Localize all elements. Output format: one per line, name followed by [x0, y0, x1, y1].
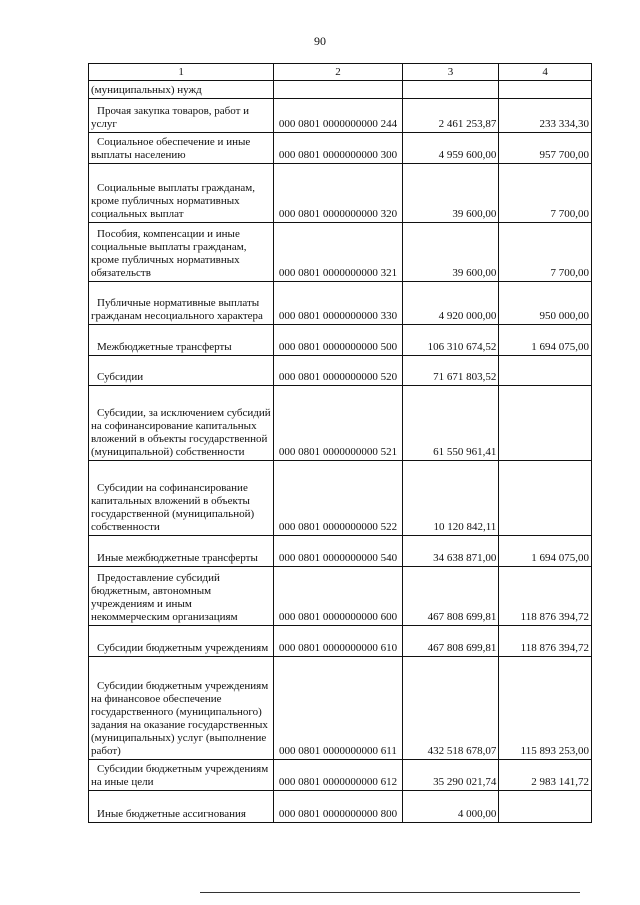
row-code-cell: 000 0801 0000000000 800 [274, 791, 402, 823]
row-amount-alt-cell [499, 356, 592, 386]
table-body [89, 81, 592, 823]
table-row [89, 657, 592, 760]
row-name-cell: Публичные нормативные выплаты гражданам несоциального характера [89, 282, 274, 325]
row-amount-alt-cell [499, 791, 592, 823]
row-amount-cell: 71 671 803,52 [402, 356, 499, 386]
table-row [89, 356, 592, 386]
row-amount-alt-cell: 118 876 394,72 [499, 567, 592, 626]
row-name-cell: Субсидии на софинансирование капитальных вложений в объекты государственной (муниципальной) собственности [89, 461, 274, 536]
table-header-row [89, 64, 592, 81]
row-name-cell: (муниципальных) нужд [89, 81, 274, 99]
row-code-cell: 000 0801 0000000000 520 [274, 356, 402, 386]
row-amount-alt-cell: 950 000,00 [499, 282, 592, 325]
row-amount-cell: 39 600,00 [402, 164, 499, 223]
row-amount-cell: 4 959 600,00 [402, 133, 499, 164]
page-number: 90 [314, 34, 326, 48]
table-row [89, 626, 592, 657]
row-amount-cell [402, 81, 499, 99]
row-code-cell: 000 0801 0000000000 320 [274, 164, 402, 223]
row-name-cell: Прочая закупка товаров, работ и услуг [89, 99, 274, 133]
row-name-cell: Субсидии бюджетным учреждениям [89, 626, 274, 657]
row-amount-alt-cell [499, 81, 592, 99]
row-amount-alt-cell: 2 983 141,72 [499, 760, 592, 791]
footer-rule [200, 892, 580, 893]
row-name-cell: Пособия, компенсации и иные социальные выплаты гражданам, кроме публичных нормативных обязательств [89, 223, 274, 282]
row-code-cell: 000 0801 0000000000 244 [274, 99, 402, 133]
row-amount-cell: 35 290 021,74 [402, 760, 499, 791]
row-name-cell: Иные бюджетные ассигнования [89, 791, 274, 823]
row-name-cell: Субсидии [89, 356, 274, 386]
table-row [89, 223, 592, 282]
row-amount-cell: 4 000,00 [402, 791, 499, 823]
row-amount-alt-cell [499, 461, 592, 536]
row-code-cell: 000 0801 0000000000 522 [274, 461, 402, 536]
row-amount-alt-cell: 118 876 394,72 [499, 626, 592, 657]
row-name-cell: Субсидии бюджетным учреждениям на финансовое обеспечение государственного (муниципального) задания на оказание государственных (муниципальных) услуг (выполнение работ) [89, 657, 274, 760]
table-row [89, 567, 592, 626]
row-amount-alt-cell: 7 700,00 [499, 223, 592, 282]
row-name-cell: Межбюджетные трансферты [89, 325, 274, 356]
row-name-cell: Социальные выплаты гражданам, кроме публичных нормативных социальных выплат [89, 164, 274, 223]
budget-table [88, 63, 592, 823]
row-amount-cell: 467 808 699,81 [402, 626, 499, 657]
row-amount-cell: 39 600,00 [402, 223, 499, 282]
row-amount-cell: 10 120 842,11 [402, 461, 499, 536]
row-amount-cell: 432 518 678,07 [402, 657, 499, 760]
row-name-cell: Социальное обеспечение и иные выплаты населению [89, 133, 274, 164]
table-row [89, 536, 592, 567]
row-code-cell: 000 0801 0000000000 610 [274, 626, 402, 657]
row-name-cell: Предоставление субсидий бюджетным, автономным учреждениям и иным некоммерческим организациям [89, 567, 274, 626]
row-amount-cell: 34 638 871,00 [402, 536, 499, 567]
column-header-3: 3 [402, 64, 499, 81]
row-amount-cell: 106 310 674,52 [402, 325, 499, 356]
row-amount-cell: 4 920 000,00 [402, 282, 499, 325]
row-amount-alt-cell [499, 386, 592, 461]
table-row [89, 386, 592, 461]
column-header-1: 1 [89, 64, 274, 81]
row-amount-alt-cell: 115 893 253,00 [499, 657, 592, 760]
row-name-cell: Иные межбюджетные трансферты [89, 536, 274, 567]
row-amount-alt-cell: 1 694 075,00 [499, 536, 592, 567]
table-row [89, 760, 592, 791]
table-row [89, 133, 592, 164]
table-row [89, 81, 592, 99]
row-code-cell: 000 0801 0000000000 611 [274, 657, 402, 760]
row-code-cell: 000 0801 0000000000 612 [274, 760, 402, 791]
row-code-cell: 000 0801 0000000000 300 [274, 133, 402, 164]
row-code-cell: 000 0801 0000000000 500 [274, 325, 402, 356]
table-row [89, 164, 592, 223]
table-row [89, 282, 592, 325]
table-row [89, 99, 592, 133]
row-name-cell: Субсидии, за исключением субсидий на софинансирование капитальных вложений в объекты государственной (муниципальной) собственности [89, 386, 274, 461]
row-code-cell: 000 0801 0000000000 321 [274, 223, 402, 282]
table-row [89, 325, 592, 356]
table-row [89, 791, 592, 823]
column-header-2: 2 [274, 64, 402, 81]
row-code-cell: 000 0801 0000000000 330 [274, 282, 402, 325]
column-header-4: 4 [499, 64, 592, 81]
row-code-cell [274, 81, 402, 99]
row-amount-alt-cell: 233 334,30 [499, 99, 592, 133]
row-code-cell: 000 0801 0000000000 521 [274, 386, 402, 461]
row-code-cell: 000 0801 0000000000 540 [274, 536, 402, 567]
row-amount-cell: 467 808 699,81 [402, 567, 499, 626]
row-amount-alt-cell: 957 700,00 [499, 133, 592, 164]
table-row [89, 461, 592, 536]
row-name-cell: Субсидии бюджетным учреждениям на иные цели [89, 760, 274, 791]
row-amount-alt-cell: 7 700,00 [499, 164, 592, 223]
row-code-cell: 000 0801 0000000000 600 [274, 567, 402, 626]
row-amount-cell: 61 550 961,41 [402, 386, 499, 461]
row-amount-alt-cell: 1 694 075,00 [499, 325, 592, 356]
row-amount-cell: 2 461 253,87 [402, 99, 499, 133]
